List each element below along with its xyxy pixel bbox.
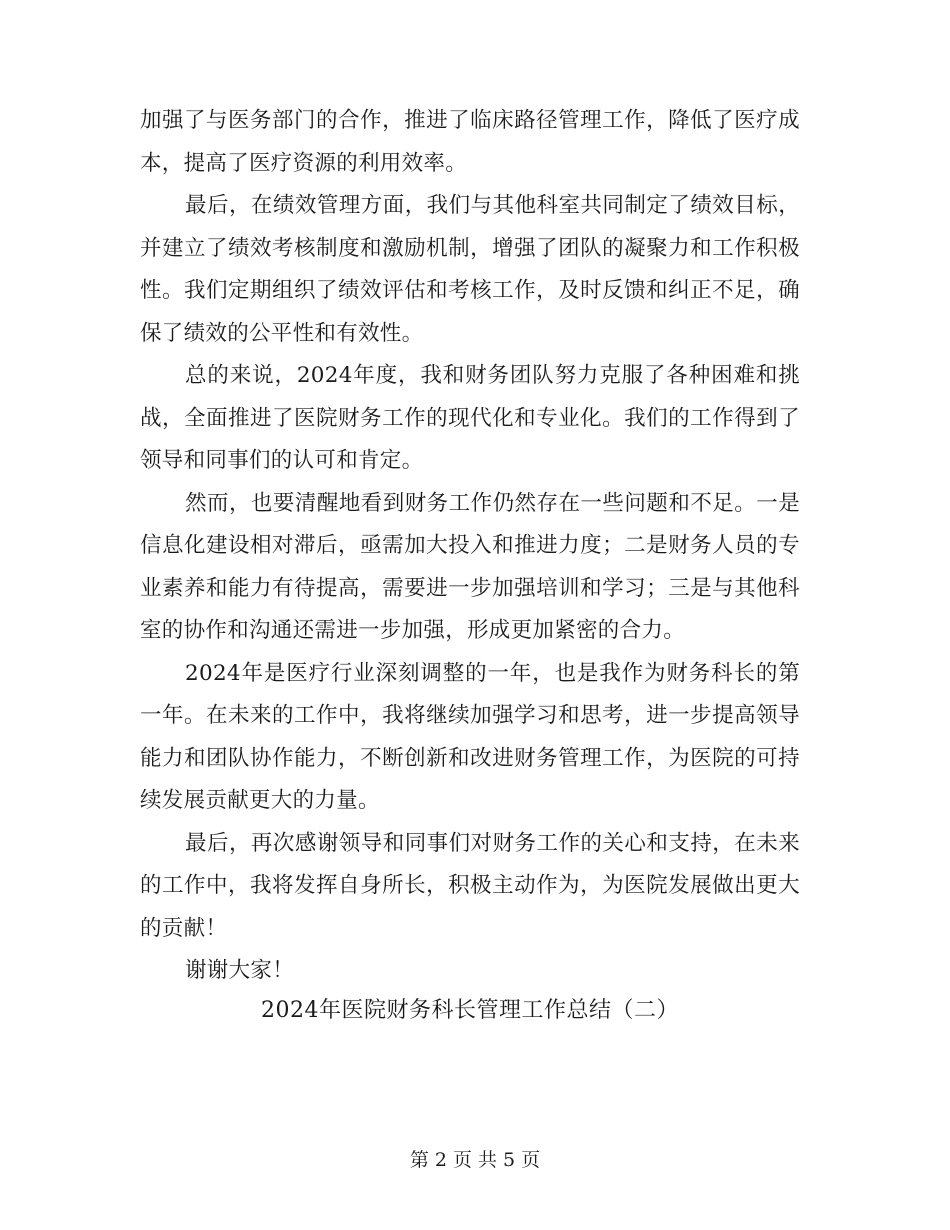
document-body <box>140 100 800 993</box>
paragraph: 最后，在绩效管理方面，我们与其他科室共同制定了绩效目标，并建立了绩效考核制度和激励机制，增强了团队的凝聚力和工作积极性。我们定期组织了绩效评估和考核工作，及时反馈和纠正不足，确保了绩效的公平性和有效性。 <box>140 193 800 346</box>
page-number-footer: 第 2 页 共 5 页 <box>409 1149 541 1171</box>
paragraph: 2024年是医疗行业深刻调整的一年，也是我作为财务科长的第一年。在未来的工作中，我将继续加强学习和思考，进一步提高领导能力和团队协作能力，不断创新和改进财务管理工作，为医院的可持续发展贡献更大的力量。 <box>140 660 800 813</box>
paragraph: 最后，再次感谢领导和同事们对财务工作的关心和支持，在未来的工作中，我将发挥自身所长，积极主动作为，为医院发展做出更大的贡献！ <box>140 830 800 941</box>
paragraph: 谢谢大家！ <box>185 958 295 983</box>
paragraph: 然而，也要清醒地看到财务工作仍然存在一些问题和不足。一是信息化建设相对滞后，亟需加大投入和推进力度；二是财务人员的专业素养和能力有待提高，需要进一步加强培训和学习；三是与其他科室的协作和沟通还需进一步加强，形成更加紧密的合力。 <box>140 490 800 643</box>
paragraph: 加强了与医务部门的合作，推进了临床路径管理工作，降低了医疗成本，提高了医疗资源的利用效率。 <box>140 108 800 176</box>
paragraph: 总的来说，2024年度，我和财务团队努力克服了各种困难和挑战，全面推进了医院财务工作的现代化和专业化。我们的工作得到了领导和同事们的认可和肯定。 <box>140 363 800 473</box>
section-title: 2024年医院财务科长管理工作总结（二） <box>261 998 679 1023</box>
